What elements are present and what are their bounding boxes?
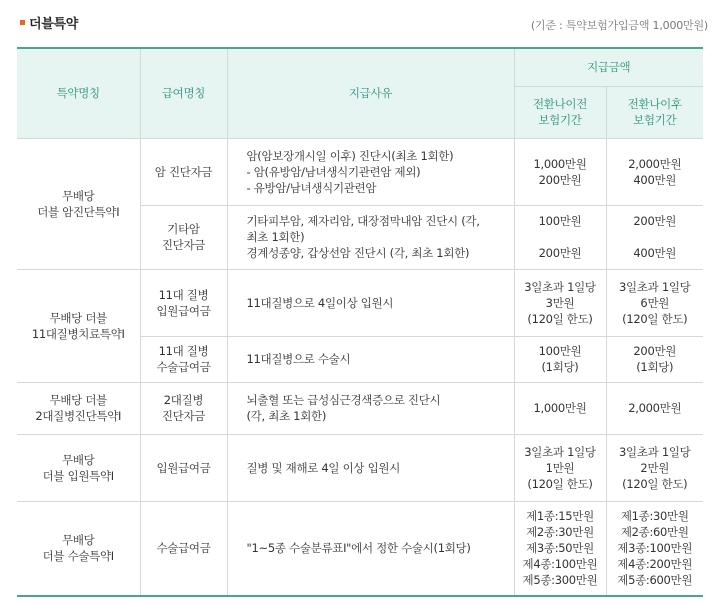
table-row <box>17 434 703 501</box>
amount-after-cell: 3일초과 1일당 6만원 (120일 한도) <box>606 269 703 336</box>
header-after-conversion: 전환나이후 보험기간 <box>606 86 703 138</box>
payment-reason-cell: 11대질병으로 수술시 <box>227 336 514 382</box>
amount-before-cell: 3일초과 1일당 1만원 (120일 한도) <box>514 434 606 501</box>
basis-note: (기준 : 특약보험가입금액 1,000만원) <box>530 19 708 32</box>
amount-before-cell: 100만원 200만원 <box>514 205 606 269</box>
amount-before-cell: 제1종:15만원 제2종:30만원 제3종:50만원 제4종:100만원 제5종:300만원 <box>514 501 606 596</box>
amount-before-cell: 3일초과 1일당 3만원 (120일 한도) <box>514 269 606 336</box>
amount-after-cell: 제1종:30만원 제2종:60만원 제3종:100만원 제4종:200만원 제5종:600만원 <box>606 501 703 596</box>
amount-after-cell: 2,000만원 400만원 <box>606 138 703 205</box>
rider-name-cell: 무배당 더블 입원특약Ⅰ <box>17 434 140 501</box>
rider-benefit-table <box>17 47 703 597</box>
header-before-conversion: 전환나이전 보험기간 <box>514 86 606 138</box>
benefit-name-cell: 입원급여금 <box>140 434 227 501</box>
header-benefit-name: 급여명칭 <box>140 48 227 138</box>
orange-square-bullet-icon <box>20 20 25 25</box>
benefit-name-cell: 11대 질병 입원급여금 <box>140 269 227 336</box>
payment-reason-cell: 질병 및 재해로 4일 이상 입원시 <box>227 434 514 501</box>
benefit-name-cell: 암 진단자금 <box>140 138 227 205</box>
amount-before-cell: 1,000만원 <box>514 382 606 434</box>
rider-name-cell: 무배당 더블 암진단특약Ⅰ <box>17 138 140 269</box>
table-row <box>17 382 703 434</box>
payment-reason-cell: "1~5종 수술분류표Ⅰ"에서 정한 수술시(1회당) <box>227 501 514 596</box>
amount-after-cell: 200만원 400만원 <box>606 205 703 269</box>
amount-after-cell: 2,000만원 <box>606 382 703 434</box>
header-payment-amount: 지급금액 <box>514 48 703 86</box>
payment-reason-cell: 뇌출혈 또는 급성심근경색증으로 진단시 (각, 최초 1회한) <box>227 382 514 434</box>
header-rider-name: 특약명칭 <box>17 48 140 138</box>
header-payment-reason: 지급사유 <box>227 48 514 138</box>
rider-name-cell: 무배당 더블 11대질병치료특약Ⅰ <box>17 269 140 382</box>
table-row <box>17 269 703 336</box>
payment-reason-cell: 기타피부암, 제자리암, 대장점막내암 진단시 (각, 최초 1회한) 경계성종양, 갑상선암 진단시 (각, 최초 1회한) <box>227 205 514 269</box>
section-title: 더블특약 <box>29 17 79 32</box>
payment-reason-cell: 11대질병으로 4일이상 입원시 <box>227 269 514 336</box>
benefit-name-cell: 2대질병 진단자금 <box>140 382 227 434</box>
benefit-name-cell: 수술급여금 <box>140 501 227 596</box>
amount-after-cell: 3일초과 1일당 2만원 (120일 한도) <box>606 434 703 501</box>
payment-reason-cell: 암(암보장개시일 이후) 진단시(최초 1회한) - 암(유방암/남녀생식기관련암 제외) - 유방암/남녀생식기관련암 <box>227 138 514 205</box>
rider-name-cell: 무배당 더블 2대질병진단특약Ⅰ <box>17 382 140 434</box>
benefit-name-cell: 기타암 진단자금 <box>140 205 227 269</box>
amount-before-cell: 100만원 (1회당) <box>514 336 606 382</box>
section-header <box>0 0 720 36</box>
benefit-name-cell: 11대 질병 수술급여금 <box>140 336 227 382</box>
table-row <box>17 138 703 205</box>
rider-name-cell: 무배당 더블 수술특약Ⅰ <box>17 501 140 596</box>
table-row <box>17 501 703 596</box>
amount-before-cell: 1,000만원 200만원 <box>514 138 606 205</box>
amount-after-cell: 200만원 (1회당) <box>606 336 703 382</box>
